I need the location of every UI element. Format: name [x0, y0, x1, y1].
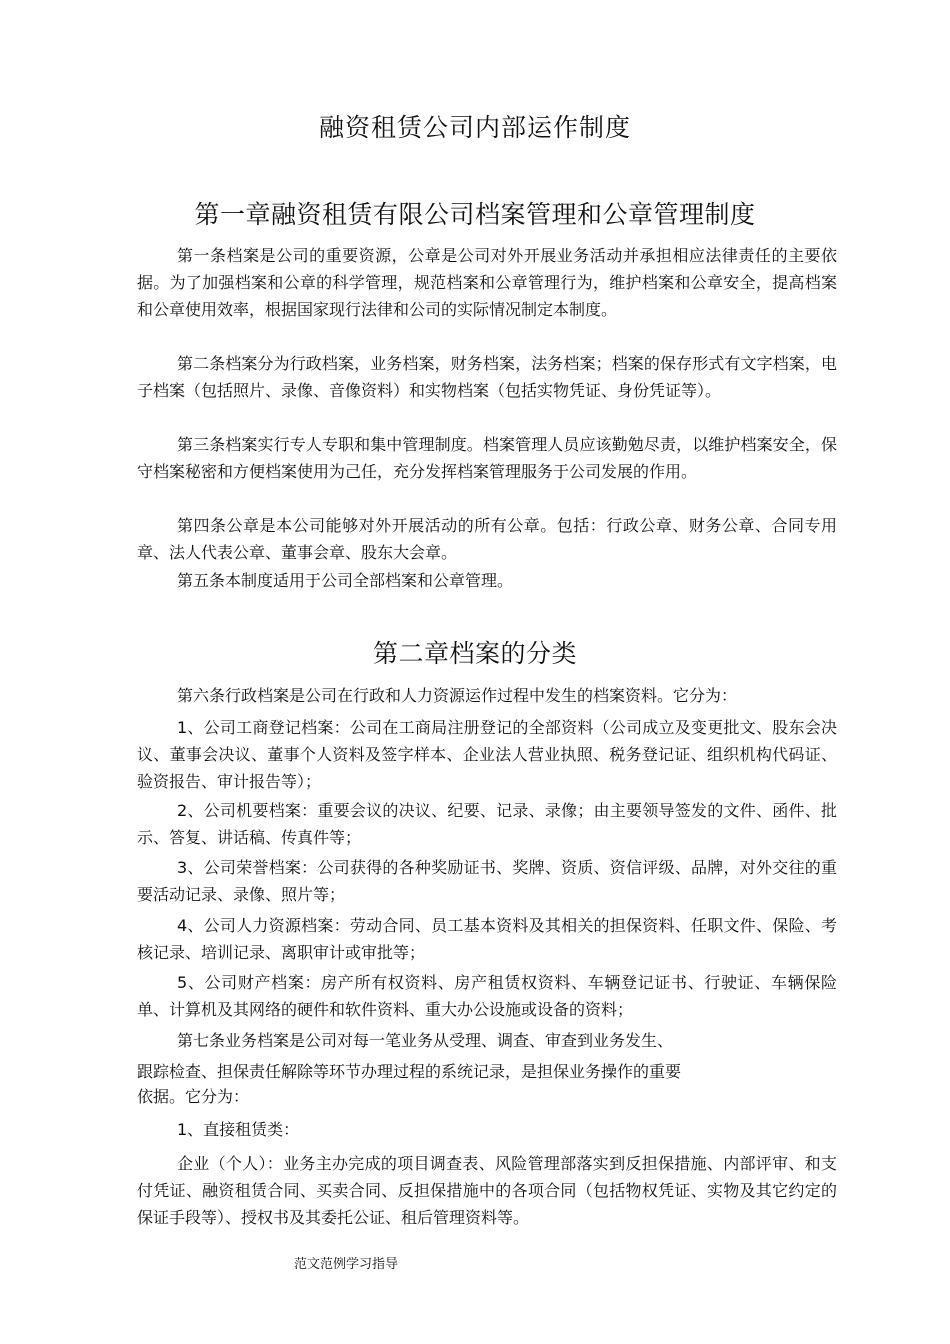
sub-heading-direct-lease: 1、直接租赁类：	[177, 1120, 300, 1139]
article-7-line-1: 第七条业务档案是公司对每一笔业务从受理、调查、审查到业务发生、	[177, 1031, 674, 1050]
article-7-line-3: 依据。它分为：	[137, 1087, 250, 1106]
article-4: 第四条公章是本公司能够对外开展活动的所有公章。包括：行政公章、财务公章、合同专用章、法人代表公章、董事会章、股东大会章。	[137, 516, 837, 562]
page-footer: 范文范例学习指导	[294, 1257, 399, 1272]
chapter-2-heading: 第二章档案的分类	[372, 639, 577, 668]
article-7-line-2: 跟踪检查、担保责任解除等环节办理过程的系统记录，是担保业务操作的重要	[137, 1062, 682, 1081]
list-item: 5、公司财产档案：房产所有权资料、房产租赁权资料、车辆登记证书、行驶证、车辆保险单、计算机及其网络的硬件和软件资料、重大办公设施或设备的资料；	[137, 973, 837, 1019]
list-item: 4、公司人力资源档案：劳动合同、员工基本资料及其相关的担保资料、任职文件、保险、考核记录、培训记录、离职审计或审批等；	[137, 916, 837, 962]
article-6: 第六条行政档案是公司在行政和人力资源运作过程中发生的档案资料。它分为：	[177, 686, 738, 705]
article-5: 第五条本制度适用于公司全部档案和公章管理。	[177, 571, 514, 590]
chapter-1-heading: 第一章融资租赁有限公司档案管理和公章管理制度	[194, 200, 756, 229]
list-item: 2、公司机要档案：重要会议的决议、纪要、记录、录像；由主要领导签发的文件、函件、批示、答复、讲话稿、传真件等；	[137, 801, 837, 847]
list-item: 3、公司荣誉档案：公司获得的各种奖励证书、奖牌、资质、资信评级、品牌，对外交往的重要活动记录、录像、照片等；	[137, 858, 837, 904]
list-item: 1、公司工商登记档案：公司在工商局注册登记的全部资料（公司成立及变更批文、股东会决议、董事会决议、董事个人资料及签字样本、企业法人营业执照、税务登记证、组织机构代码证、验资报告、审计报告等）；	[137, 718, 837, 791]
article-1: 第一条档案是公司的重要资源，公章是公司对外开展业务活动并承担相应法律责任的主要依据。为了加强档案和公章的科学管理，规范档案和公章管理行为，维护档案和公章安全，提高档案和公章使用效率，根据国家现行法律和公司的实际情况制定本制度。	[137, 246, 837, 319]
direct-lease-paragraph: 企业（个人）：业务主办完成的项目调查表、风险管理部落实到反担保措施、内部评审、和支付凭证、融资租赁合同、买卖合同、反担保措施中的各项合同（包括物权凭证、实物及其它约定的保证手段等）、授权书及其委托公证、租后管理资料等。	[137, 1154, 837, 1227]
document-title: 融资租赁公司内部运作制度	[318, 113, 631, 142]
article-3: 第三条档案实行专人专职和集中管理制度。档案管理人员应该勤勉尽责，以维护档案安全，保守档案秘密和方便档案使用为己任，充分发挥档案管理服务于公司发展的作用。	[137, 435, 837, 481]
article-2: 第二条档案分为行政档案，业务档案，财务档案，法务档案；档案的保存形式有文字档案，电子档案（包括照片、录像、音像资料）和实物档案（包括实物凭证、身份凭证等）。	[137, 354, 837, 400]
